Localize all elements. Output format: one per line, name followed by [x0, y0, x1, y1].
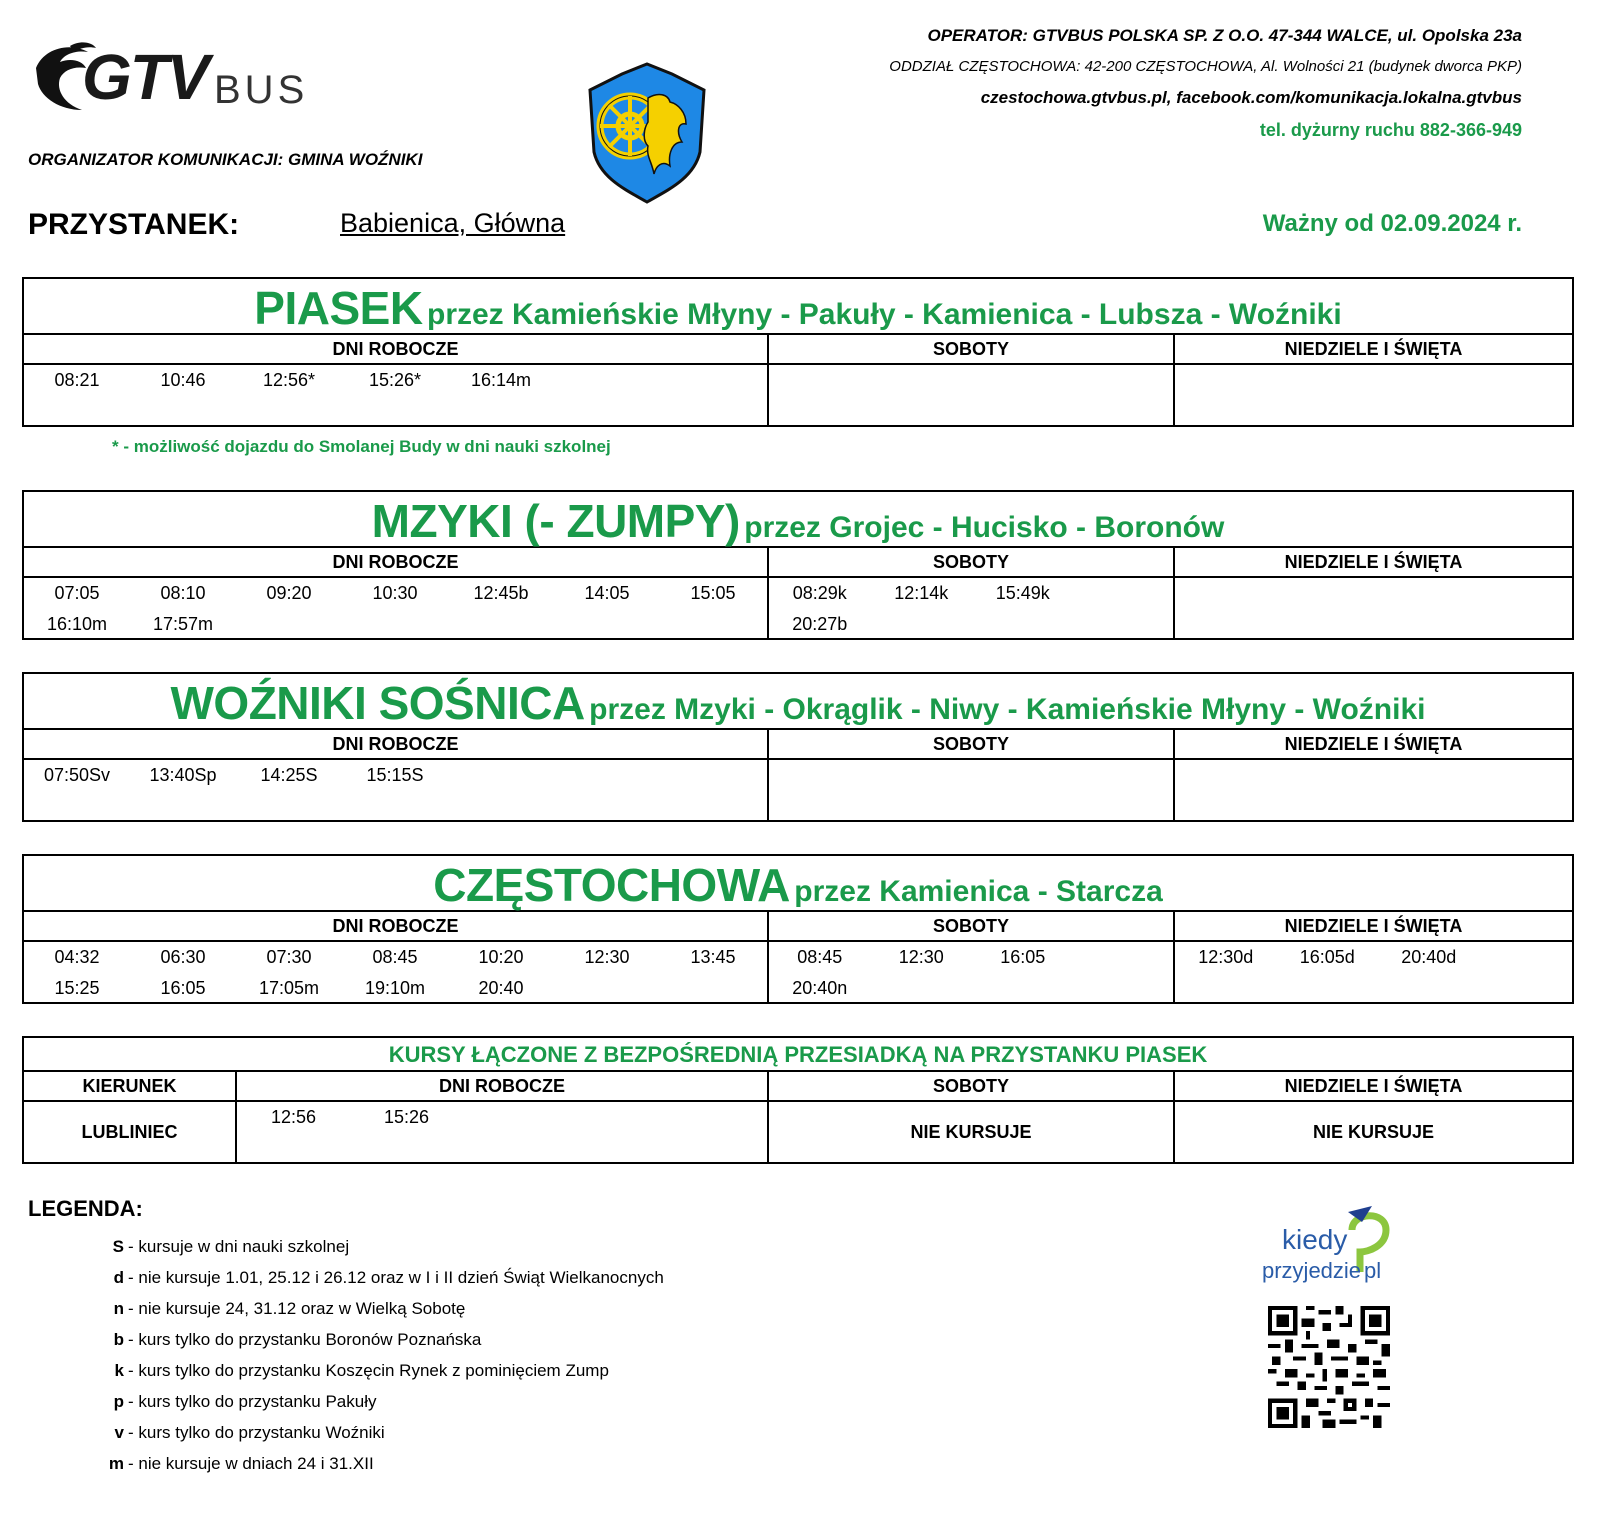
departure-time: 08:21: [54, 370, 100, 390]
col-weekdays: DNI ROBOCZE: [332, 552, 459, 572]
weekday-times: [24, 760, 767, 820]
route-title: [24, 492, 1572, 548]
departure-time: 20:40: [478, 978, 524, 998]
legend-text: - nie kursuje 24, 31.12 oraz w Wielką Sobotę: [128, 1299, 466, 1318]
operator-line-2: ODDZIAŁ CZĘSTOCHOWA: 42-200 CZĘSTOCHOWA, Al. Wolności 21 (budynek dworca PKP): [889, 58, 1522, 75]
departure-time: 12:30: [898, 947, 944, 967]
departure-time: 17:57m: [152, 614, 214, 634]
legend-item: [96, 1268, 664, 1288]
col-sundays: NIEDZIELE I ŚWIĘTA: [1173, 335, 1572, 363]
saturday-times: [767, 760, 1173, 820]
route-columns: [24, 335, 1572, 365]
route-table-czestochowa: [22, 854, 1574, 1004]
legend-symbol: k: [114, 1361, 124, 1380]
departure-time: 10:30: [372, 583, 418, 603]
legend-text: - kurs tylko do przystanku Woźniki: [128, 1423, 385, 1442]
qr-code[interactable]: [1268, 1306, 1390, 1428]
col-weekdays: DNI ROBOCZE: [235, 1072, 767, 1100]
weekday-times: [24, 365, 767, 425]
kiedyprzyjedzie-logo[interactable]: [1262, 1202, 1392, 1297]
legend-symbol: m: [108, 1454, 124, 1473]
legend-item: [96, 1392, 376, 1412]
transfer-title: KURSY ŁĄCZONE Z BEZPOŚREDNIĄ PRZESIADKĄ NA PRZYSTANKU PIASEK: [24, 1038, 1572, 1072]
route-table-mzyki: [22, 490, 1574, 640]
legend-symbol: b: [113, 1330, 124, 1349]
sunday-times: [1173, 942, 1572, 1002]
col-saturdays: SOBOTY: [767, 912, 1173, 940]
departure-time: 08:10: [160, 583, 206, 603]
departure-time: 07:50Sv: [43, 765, 111, 785]
legend-text: - nie kursuje 1.01, 25.12 i 26.12 oraz w I i II dzień Świąt Wielkanocnych: [128, 1268, 664, 1287]
route-via: przez Kamieńskie Młyny - Pakuły - Kamienica - Lubsza - Woźniki: [427, 298, 1342, 331]
legend-symbol: S: [112, 1237, 124, 1256]
logo-gtv-text: GTV: [82, 41, 208, 113]
sunday-times: [1173, 578, 1572, 638]
legend-text: - kurs tylko do przystanku Boronów Poznańska: [128, 1330, 482, 1349]
route-via: przez Mzyki - Okrąglik - Niwy - Kamieńskie Młyny - Woźniki: [589, 693, 1426, 726]
legend-item: [96, 1330, 481, 1350]
departure-time: 12:45b: [473, 583, 529, 603]
legend-text: - kursuje w dni nauki szkolnej: [128, 1237, 350, 1256]
weekday-times: [24, 578, 767, 638]
departure-time: 12:56*: [262, 370, 316, 390]
departure-time: 16:05: [160, 978, 206, 998]
departure-time: 15:26*: [368, 370, 422, 390]
legend-symbol: n: [113, 1299, 124, 1318]
departure-time: 04:32: [54, 947, 100, 967]
route-title: [24, 279, 1572, 335]
valid-from: Ważny od 02.09.2024 r.: [1262, 210, 1522, 237]
departure-time: 12:56: [270, 1107, 317, 1127]
departure-time: 13:45: [690, 947, 736, 967]
stop-label: PRZYSTANEK:: [28, 208, 240, 241]
departure-time: 16:05d: [1299, 947, 1355, 967]
col-weekdays: DNI ROBOCZE: [332, 339, 459, 359]
transfer-weekday-times: [235, 1102, 767, 1162]
col-sundays: NIEDZIELE I ŚWIĘTA: [1173, 1072, 1572, 1100]
transfer-sundays: NIE KURSUJE: [1173, 1102, 1572, 1162]
col-direction: KIERUNEK: [82, 1076, 177, 1096]
route-via: przez Grojec - Hucisko - Boronów: [744, 511, 1225, 544]
route-table-wozniki-sosnica: [22, 672, 1574, 822]
kiedy-text: kiedy: [1282, 1224, 1348, 1255]
route-destination: MZYKI (- ZUMPY): [371, 495, 740, 547]
departure-time: 09:20: [266, 583, 312, 603]
route-columns: [24, 548, 1572, 578]
departure-time: 16:10m: [46, 614, 108, 634]
departure-time: 20:27b: [792, 614, 848, 634]
gtvbus-logo: [30, 38, 320, 118]
departure-time: 12:30: [584, 947, 630, 967]
legend-text: - kurs tylko do przystanku Pakuły: [128, 1392, 377, 1411]
legend-item: [96, 1361, 609, 1381]
legend-symbol: d: [113, 1268, 124, 1287]
legend-text: - kurs tylko do przystanku Koszęcin Rynek z pominięciem Zump: [128, 1361, 609, 1380]
operator-phone: tel. dyżurny ruchu 882-366-949: [1259, 120, 1522, 140]
route-destination: CZĘSTOCHOWA: [433, 859, 790, 911]
col-weekdays: DNI ROBOCZE: [332, 734, 459, 754]
departure-time: 08:45: [372, 947, 418, 967]
stop-name: Babienica, Główna: [340, 208, 566, 238]
transfer-table: [22, 1036, 1574, 1164]
col-weekdays: DNI ROBOCZE: [332, 916, 459, 936]
departure-time: 14:05: [584, 583, 630, 603]
col-sundays: NIEDZIELE I ŚWIĘTA: [1173, 730, 1572, 758]
saturday-times: [767, 365, 1173, 425]
legend-item: [96, 1299, 465, 1319]
weekday-times: [24, 942, 767, 1002]
departure-time: 17:05m: [258, 978, 320, 998]
operator-line-1: OPERATOR: GTVBUS POLSKA SP. Z O.O. 47-344 WALCE, ul. Opolska 23a: [927, 26, 1522, 45]
route-via: przez Kamienica - Starcza: [794, 875, 1163, 908]
sunday-times: [1173, 760, 1572, 820]
departure-time: 20:40d: [1401, 947, 1457, 967]
departure-time: 19:10m: [364, 978, 426, 998]
departure-time: 10:20: [478, 947, 524, 967]
route-destination: PIASEK: [254, 282, 423, 334]
route-table-piasek: [22, 277, 1574, 427]
departure-time: 06:30: [160, 947, 206, 967]
legend-symbol: p: [113, 1392, 124, 1411]
departure-time: 16:05: [1000, 947, 1046, 967]
departure-time: 14:25S: [260, 765, 318, 785]
saturday-times: [767, 942, 1173, 1002]
legend-text: - nie kursuje w dniach 24 i 31.XII: [128, 1454, 374, 1473]
departure-time: 08:29k: [792, 583, 847, 603]
operator-links[interactable]: czestochowa.gtvbus.pl, facebook.com/komunikacja.lokalna.gtvbus: [980, 88, 1522, 107]
departure-time: 07:05: [54, 583, 100, 603]
woźniki-crest-icon: [582, 62, 712, 204]
departure-time: 08:45: [797, 947, 843, 967]
departure-time: 20:40n: [792, 978, 848, 998]
col-saturdays: SOBOTY: [767, 335, 1173, 363]
departure-time: 12:14k: [894, 583, 949, 603]
departure-time: 07:30: [266, 947, 312, 967]
route-destination: WOŹNIKI SOŚNICA: [170, 677, 585, 729]
footnote-asterisk: * - możliwość dojazdu do Smolanej Budy w dni nauki szkolnej: [112, 437, 611, 456]
departure-time: 15:49k: [995, 583, 1050, 603]
transfer-columns: [24, 1072, 1572, 1102]
legend-item: [96, 1237, 349, 1257]
departure-time: 12:30d: [1198, 947, 1254, 967]
transfer-direction: LUBLINIEC: [81, 1121, 178, 1142]
departure-time: 16:14m: [470, 370, 532, 390]
route-columns: [24, 912, 1572, 942]
col-saturdays: SOBOTY: [767, 730, 1173, 758]
route-title: [24, 856, 1572, 912]
departure-time: 15:15S: [366, 765, 424, 785]
legend-title: LEGENDA:: [28, 1196, 143, 1221]
saturday-times: [767, 578, 1173, 638]
route-columns: [24, 730, 1572, 760]
departure-time: 10:46: [160, 370, 206, 390]
route-title: [24, 674, 1572, 730]
departure-time: 13:40Sp: [149, 765, 217, 785]
legend-symbol: v: [114, 1423, 124, 1442]
col-sundays: NIEDZIELE I ŚWIĘTA: [1173, 548, 1572, 576]
departure-time: 15:25: [54, 978, 100, 998]
qr-code-icon: [1268, 1306, 1390, 1428]
organizer-text: ORGANIZATOR KOMUNIKACJI: GMINA WOŹNIKI: [28, 150, 423, 169]
logo-bus-text: BUS: [214, 68, 309, 112]
transfer-saturdays: NIE KURSUJE: [767, 1102, 1173, 1162]
pl-text: pl: [1364, 1258, 1382, 1283]
przyjedzie-text: przyjedzie: [1262, 1258, 1362, 1283]
departure-time: 15:05: [690, 583, 736, 603]
col-saturdays: SOBOTY: [767, 1072, 1173, 1100]
departure-time: 15:26: [383, 1107, 430, 1127]
col-saturdays: SOBOTY: [767, 548, 1173, 576]
sunday-times: [1173, 365, 1572, 425]
legend-item: [96, 1423, 385, 1443]
legend-item: [96, 1454, 374, 1474]
col-sundays: NIEDZIELE I ŚWIĘTA: [1173, 912, 1572, 940]
